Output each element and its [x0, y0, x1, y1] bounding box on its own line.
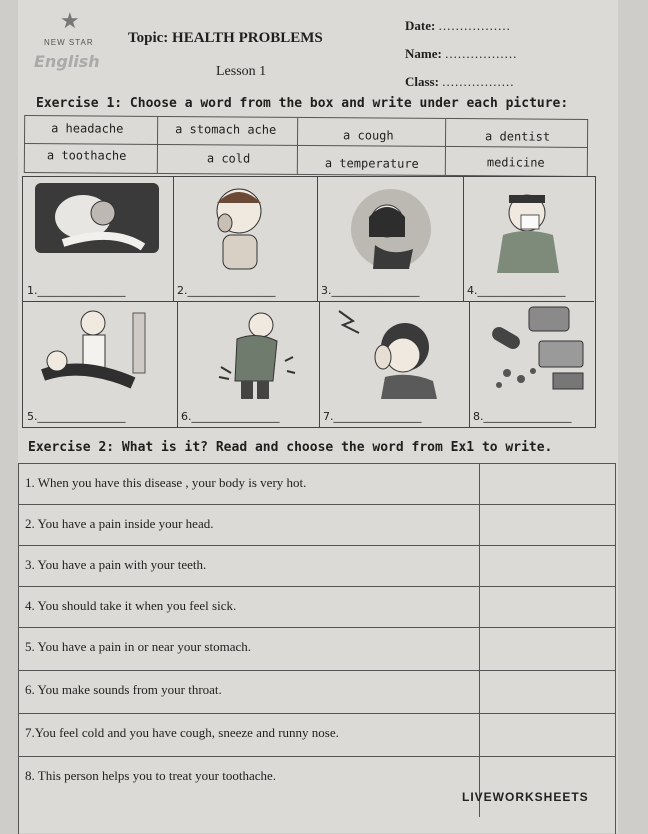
- stomach-ache-man-icon: [177, 301, 319, 401]
- class-field[interactable]: [405, 74, 514, 90]
- coughing-girl-icon: [317, 177, 463, 277]
- new-star-english-logo: [30, 8, 122, 74]
- answer-cell-7[interactable]: [479, 714, 615, 756]
- headache-woman-icon: [319, 301, 469, 401]
- word-dentist: a dentist: [485, 129, 551, 144]
- question-text-8: 8. This person helps you to treat your toothache.: [25, 768, 277, 783]
- question-text-4: 4. You should take it when you feel sick.: [25, 598, 237, 613]
- question-row-7: [19, 714, 615, 757]
- answer-cell-5[interactable]: [479, 628, 615, 670]
- picture-label-6[interactable]: 6.________________: [181, 410, 280, 423]
- question-row-5: [19, 628, 615, 671]
- word-medicine: medicine: [486, 155, 545, 170]
- picture-cell-7: [319, 301, 470, 427]
- answer-cell-6[interactable]: [479, 671, 615, 713]
- question-table: [18, 463, 616, 834]
- picture-label-3[interactable]: 3.________________: [321, 284, 420, 297]
- question-text-7: 7.You feel cold and you have cough, sneeze and runny nose.: [25, 725, 339, 740]
- sneezing-man-icon: [463, 177, 594, 277]
- topic-title: Topic: HEALTH PROBLEMS: [128, 30, 323, 46]
- answer-cell-3[interactable]: [479, 546, 615, 586]
- star-icon: ★: [60, 8, 80, 33]
- question-text-1: 1. When you have this disease , your body is very hot.: [25, 475, 307, 490]
- word-box: [24, 115, 588, 177]
- answer-cell-2[interactable]: [479, 505, 615, 545]
- class-blank: .................: [442, 74, 515, 89]
- sick-in-bed-icon: [23, 177, 173, 277]
- logo-word: English: [34, 52, 100, 71]
- name-blank: .................: [445, 46, 518, 61]
- word-temperature: a temperature: [324, 156, 419, 171]
- name-field[interactable]: [405, 46, 517, 62]
- answer-cell-8[interactable]: [479, 757, 615, 817]
- word-toothache: a toothache: [46, 148, 127, 163]
- question-text-6: 6. You make sounds from your throat.: [25, 682, 222, 697]
- answer-cell-4[interactable]: [479, 587, 615, 627]
- picture-cell-8: [469, 301, 594, 427]
- question-row-2: [19, 505, 615, 546]
- date-field[interactable]: [405, 18, 511, 34]
- date-blank: .................: [438, 18, 511, 33]
- question-text-3: 3. You have a pain with your teeth.: [25, 557, 207, 572]
- question-row-4: [19, 587, 615, 628]
- exercise1-title: Exercise 1: Choose a word from the box and write under each picture:: [36, 96, 569, 111]
- word-cold: a cold: [206, 151, 251, 166]
- question-row-1: [19, 464, 615, 505]
- word-headache: a headache: [51, 121, 124, 136]
- picture-label-5[interactable]: 5.________________: [27, 410, 126, 423]
- name-label: Name:: [405, 46, 442, 61]
- exercise2-title: Exercise 2: What is it? Read and choose the word from Ex1 to write.: [28, 440, 553, 455]
- answer-cell-1[interactable]: [479, 464, 615, 504]
- picture-grid: [22, 176, 596, 428]
- word-stomach-ache: a stomach ache: [175, 122, 277, 137]
- lesson-label: Lesson 1: [216, 64, 267, 79]
- picture-cell-2: [173, 177, 318, 302]
- picture-label-8[interactable]: 8.________________: [473, 410, 572, 423]
- question-text-2: 2. You have a pain inside your head.: [25, 516, 214, 531]
- picture-label-1[interactable]: 1.________________: [27, 284, 126, 297]
- picture-cell-6: [177, 301, 320, 427]
- question-row-3: [19, 546, 615, 587]
- picture-cell-4: [463, 177, 594, 302]
- toothache-boy-icon: [173, 177, 317, 277]
- picture-label-7[interactable]: 7.________________: [323, 410, 422, 423]
- medicine-pills-icon: [469, 301, 594, 401]
- word-cough: a cough: [343, 128, 394, 143]
- question-text-5: 5. You have a pain in or near your stomach.: [25, 639, 252, 654]
- picture-cell-1: [23, 177, 174, 302]
- picture-cell-5: [23, 301, 178, 427]
- logo-top-text: NEW STAR: [44, 38, 94, 47]
- question-row-6: [19, 671, 615, 714]
- dentist-icon: [23, 301, 177, 401]
- picture-label-4[interactable]: 4.________________: [467, 284, 566, 297]
- date-label: Date:: [405, 18, 436, 33]
- class-label: Class:: [405, 74, 439, 89]
- picture-cell-3: [317, 177, 464, 302]
- liveworksheets-watermark: LIVEWORKSHEETS: [462, 790, 589, 804]
- picture-label-2[interactable]: 2.________________: [177, 284, 276, 297]
- question-row-8: [19, 757, 615, 817]
